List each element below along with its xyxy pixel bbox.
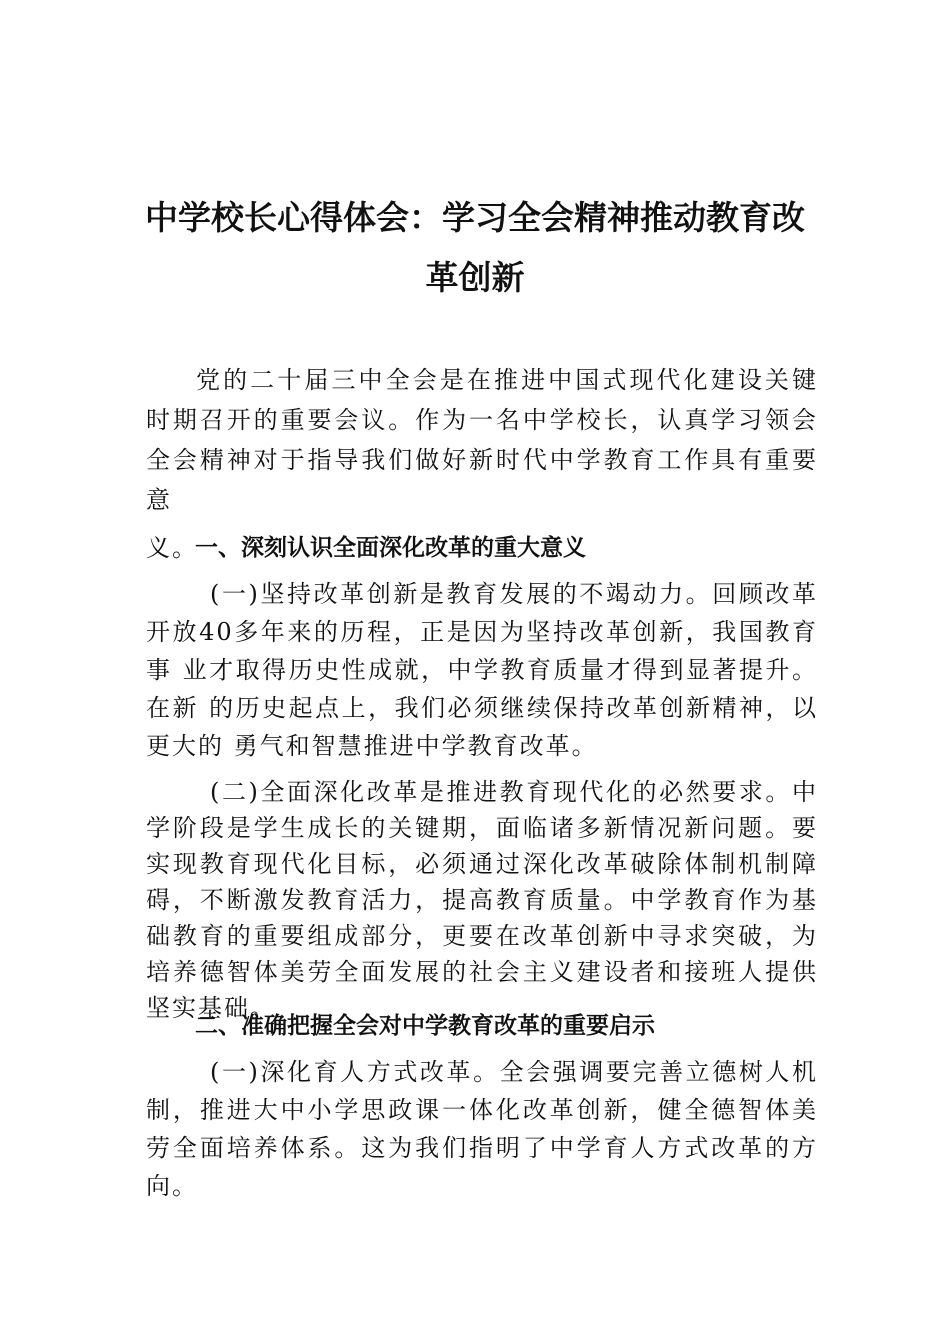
section-1-paragraph-2: (二)全面深化改革是推进教育现代化的必然要求。中学阶段是学生成长的关键期，面临诸多新情况新问题。要实现教育现代化目标，必须通过深化改革破除体制机制障碍，不断激发教育活力，提高教育质量。中学教育作为基础教育的重要组成部分，更要在改革创新中寻求突破，为培养德智体美劳全面发展的社会主义建设者和接班人提供坚实基础。 bbox=[146, 778, 818, 1022]
intro-paragraph-main: 党的二十届三中全会是在推进中国式现代化建设关键时期召开的重要会议。作为一名中学校长，认真学习领会全会精神对于指导我们做好新时代中学教育工作具有重要意 bbox=[146, 366, 818, 514]
section-1-paragraph-1: (一)坚持改革创新是教育发展的不竭动力。回顾改革开放40多年来的历程，正是因为坚持改革创新，我国教育事 业才取得历史性成就，中学教育质量才得到显著提升。在新 的历史起点上，我们必须继续保持改革创新精神，以更大的 勇气和智慧推进中学教育改革。 bbox=[146, 580, 818, 760]
section-2-heading: 二、准确把握全会对中学教育改革的重要启示 bbox=[195, 1013, 655, 1039]
section-2-paragraph-1: (一)深化育人方式改革。全会强调要完善立德树人机制，推进大中小学思政课一体化改革创新，健全德智体美劳全面培养体系。这为我们指明了中学育人方式改革的方向。 bbox=[146, 1058, 818, 1200]
document-title: 中学校长心得体会：学习全会精神推动教育改革创新 bbox=[145, 198, 805, 297]
section-1-heading: 一、深刻认识全面深化改革的重大意义 bbox=[195, 535, 586, 561]
intro-paragraph-end: 义。 bbox=[146, 534, 198, 562]
